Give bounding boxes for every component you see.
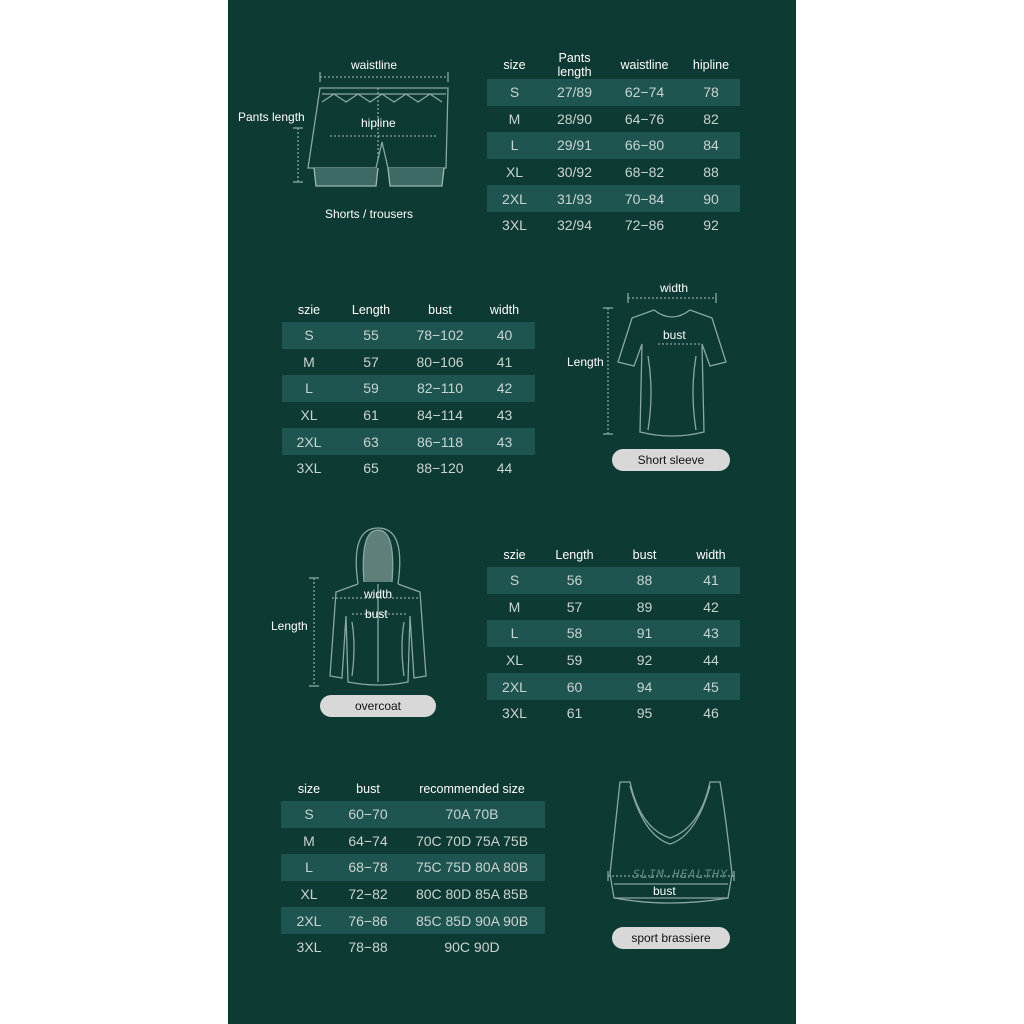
length-label: Length — [271, 619, 308, 633]
col-header: size — [503, 58, 526, 72]
table-row — [282, 455, 535, 482]
col-header: width — [696, 548, 726, 562]
table-cell: M — [508, 598, 521, 615]
waistline-label: waistline — [351, 58, 398, 72]
overcoat-size-table — [487, 543, 740, 727]
width-label: width — [660, 281, 689, 295]
table-cell: 72−82 — [348, 886, 388, 903]
table-row — [282, 322, 535, 349]
table-row — [281, 854, 545, 881]
length-label: Length — [567, 355, 604, 369]
table-cell: XL — [505, 164, 524, 181]
shorts-caption: Shorts / trousers — [325, 207, 414, 221]
table-cell: 89 — [636, 598, 653, 615]
table-cell: 70A 70B — [399, 801, 545, 828]
table-row — [487, 620, 740, 647]
col-header: waistline — [620, 58, 669, 72]
col-header: Pants length — [557, 51, 592, 79]
table-row — [282, 428, 535, 455]
shorts-illustration — [296, 70, 476, 200]
table-cell: 41 — [682, 567, 740, 594]
bust-label: bust — [663, 328, 686, 342]
table-cell: 41 — [496, 353, 513, 370]
table-row — [281, 907, 545, 934]
table-cell: XL — [505, 652, 524, 669]
table-cell: 3XL — [296, 939, 322, 956]
table-row — [487, 79, 740, 106]
table-row — [487, 594, 740, 621]
width-label: width — [364, 587, 393, 601]
table-header-row — [282, 298, 535, 322]
table-cell: 63 — [336, 428, 406, 455]
table-cell: XL — [300, 407, 318, 424]
short-sleeve-size-table — [282, 298, 535, 482]
brand-watermark: SLIM.HEALTHY — [633, 867, 729, 881]
table-row — [281, 934, 545, 961]
col-header: Length — [555, 548, 594, 562]
table-row — [487, 700, 740, 727]
table-cell: 30/92 — [556, 164, 593, 181]
table-cell: 85C 85D 90A 90B — [399, 907, 545, 934]
table-row — [281, 881, 545, 908]
table-cell: 84−114 — [416, 407, 464, 424]
table-cell: M — [508, 110, 521, 127]
shorts-size-table — [487, 51, 740, 239]
table-cell: L — [281, 854, 337, 881]
table-cell: L — [487, 132, 542, 159]
table-cell: XL — [300, 886, 318, 903]
table-cell: 58 — [542, 620, 607, 647]
table-cell: 88 — [607, 567, 682, 594]
table-cell: 44 — [496, 460, 513, 477]
table-cell: 31/93 — [542, 185, 607, 212]
table-row — [281, 828, 545, 855]
pants-length-label: Pants length — [238, 110, 305, 124]
table-cell: 60 — [542, 673, 607, 700]
table-cell: S — [281, 801, 337, 828]
table-cell: 64−74 — [348, 832, 388, 849]
table-row — [487, 159, 740, 186]
table-cell: 68−82 — [624, 164, 665, 181]
col-header: szie — [297, 303, 321, 317]
table-cell: 78−88 — [348, 939, 388, 956]
table-cell: 43 — [682, 620, 740, 647]
col-header: bust — [428, 303, 452, 317]
short-sleeve-caption: Short sleeve — [612, 449, 730, 471]
table-cell: 56 — [542, 567, 607, 594]
table-cell: 57 — [363, 353, 379, 370]
col-header: hipline — [692, 58, 730, 72]
table-cell: S — [487, 567, 542, 594]
table-cell: 29/91 — [542, 132, 607, 159]
table-cell: 86−118 — [406, 428, 474, 455]
col-header: width — [489, 303, 520, 317]
bra-caption: sport brassiere — [612, 927, 730, 949]
table-row — [487, 647, 740, 674]
table-cell: 65 — [363, 460, 379, 477]
table-cell: 59 — [566, 652, 583, 669]
table-cell: 2XL — [282, 428, 336, 455]
table-cell: 75C 75D 80A 80B — [399, 854, 545, 881]
table-cell: 92 — [703, 217, 719, 234]
col-header: recommended size — [419, 782, 525, 796]
table-row — [282, 349, 535, 376]
table-row — [487, 185, 740, 212]
table-cell: 88 — [703, 164, 719, 181]
table-cell: 61 — [363, 407, 379, 424]
table-cell: 70−84 — [607, 185, 682, 212]
table-cell: S — [282, 322, 336, 349]
col-header: szie — [503, 548, 526, 562]
table-cell: 2XL — [487, 185, 542, 212]
table-cell: 66−80 — [607, 132, 682, 159]
table-row — [487, 673, 740, 700]
bust-label: bust — [365, 607, 388, 621]
table-cell: 27/89 — [542, 79, 607, 106]
table-cell: 42 — [703, 598, 719, 615]
table-cell: 84 — [682, 132, 740, 159]
table-cell: 2XL — [487, 673, 542, 700]
table-row — [487, 567, 740, 594]
table-cell: 3XL — [296, 460, 322, 477]
table-row — [282, 402, 535, 429]
table-cell: 40 — [474, 322, 535, 349]
table-cell: 82−110 — [406, 375, 474, 402]
table-cell: 82 — [703, 110, 719, 127]
table-cell: 94 — [607, 673, 682, 700]
table-cell: M — [303, 353, 315, 370]
table-cell: 44 — [703, 652, 719, 669]
table-cell: 46 — [703, 705, 719, 722]
table-cell: 45 — [682, 673, 740, 700]
table-cell: 78 — [682, 79, 740, 106]
table-header-row — [487, 543, 740, 567]
table-cell: 92 — [636, 652, 653, 669]
table-cell: 76−86 — [337, 907, 399, 934]
table-cell: 70C 70D 75A 75B — [415, 832, 529, 849]
table-row — [487, 212, 740, 239]
table-cell: 32/94 — [556, 217, 593, 234]
bust-label: bust — [653, 884, 676, 898]
table-cell: 55 — [336, 322, 406, 349]
col-header: bust — [632, 548, 657, 562]
table-cell: 59 — [336, 375, 406, 402]
table-cell: S — [487, 79, 542, 106]
table-cell: 3XL — [502, 217, 527, 234]
short-sleeve-illustration — [602, 292, 742, 442]
table-cell: 43 — [496, 407, 513, 424]
overcoat-caption: overcoat — [320, 695, 436, 717]
col-header: Length — [351, 303, 391, 317]
table-cell: 42 — [474, 375, 535, 402]
table-cell: 28/90 — [556, 110, 593, 127]
table-cell: 57 — [566, 598, 583, 615]
table-cell: 88−120 — [416, 460, 464, 477]
table-cell: 62−74 — [607, 79, 682, 106]
hipline-label: hipline — [361, 116, 396, 130]
table-cell: 90 — [682, 185, 740, 212]
table-cell: 80−106 — [416, 353, 464, 370]
table-cell: 78−102 — [406, 322, 474, 349]
table-header-row — [281, 777, 545, 801]
table-cell: 3XL — [502, 705, 527, 722]
table-cell: 43 — [474, 428, 535, 455]
table-row — [281, 801, 545, 828]
table-header-row — [487, 51, 740, 79]
table-cell: 95 — [636, 705, 653, 722]
table-row — [487, 132, 740, 159]
table-cell: 60−70 — [337, 801, 399, 828]
table-cell: 72−86 — [624, 217, 665, 234]
table-cell: M — [303, 832, 315, 849]
col-header: bust — [356, 782, 380, 796]
table-cell: L — [282, 375, 336, 402]
table-cell: L — [487, 620, 542, 647]
table-row — [487, 106, 740, 133]
table-cell: 80C 80D 85A 85B — [415, 886, 529, 903]
table-cell: 64−76 — [624, 110, 665, 127]
table-cell: 68−78 — [337, 854, 399, 881]
table-cell: 2XL — [281, 907, 337, 934]
table-cell: 91 — [607, 620, 682, 647]
col-header: size — [297, 782, 321, 796]
table-row — [282, 375, 535, 402]
table-cell: 90C 90D — [444, 939, 500, 956]
table-cell: 61 — [566, 705, 583, 722]
bra-size-table — [281, 777, 545, 961]
